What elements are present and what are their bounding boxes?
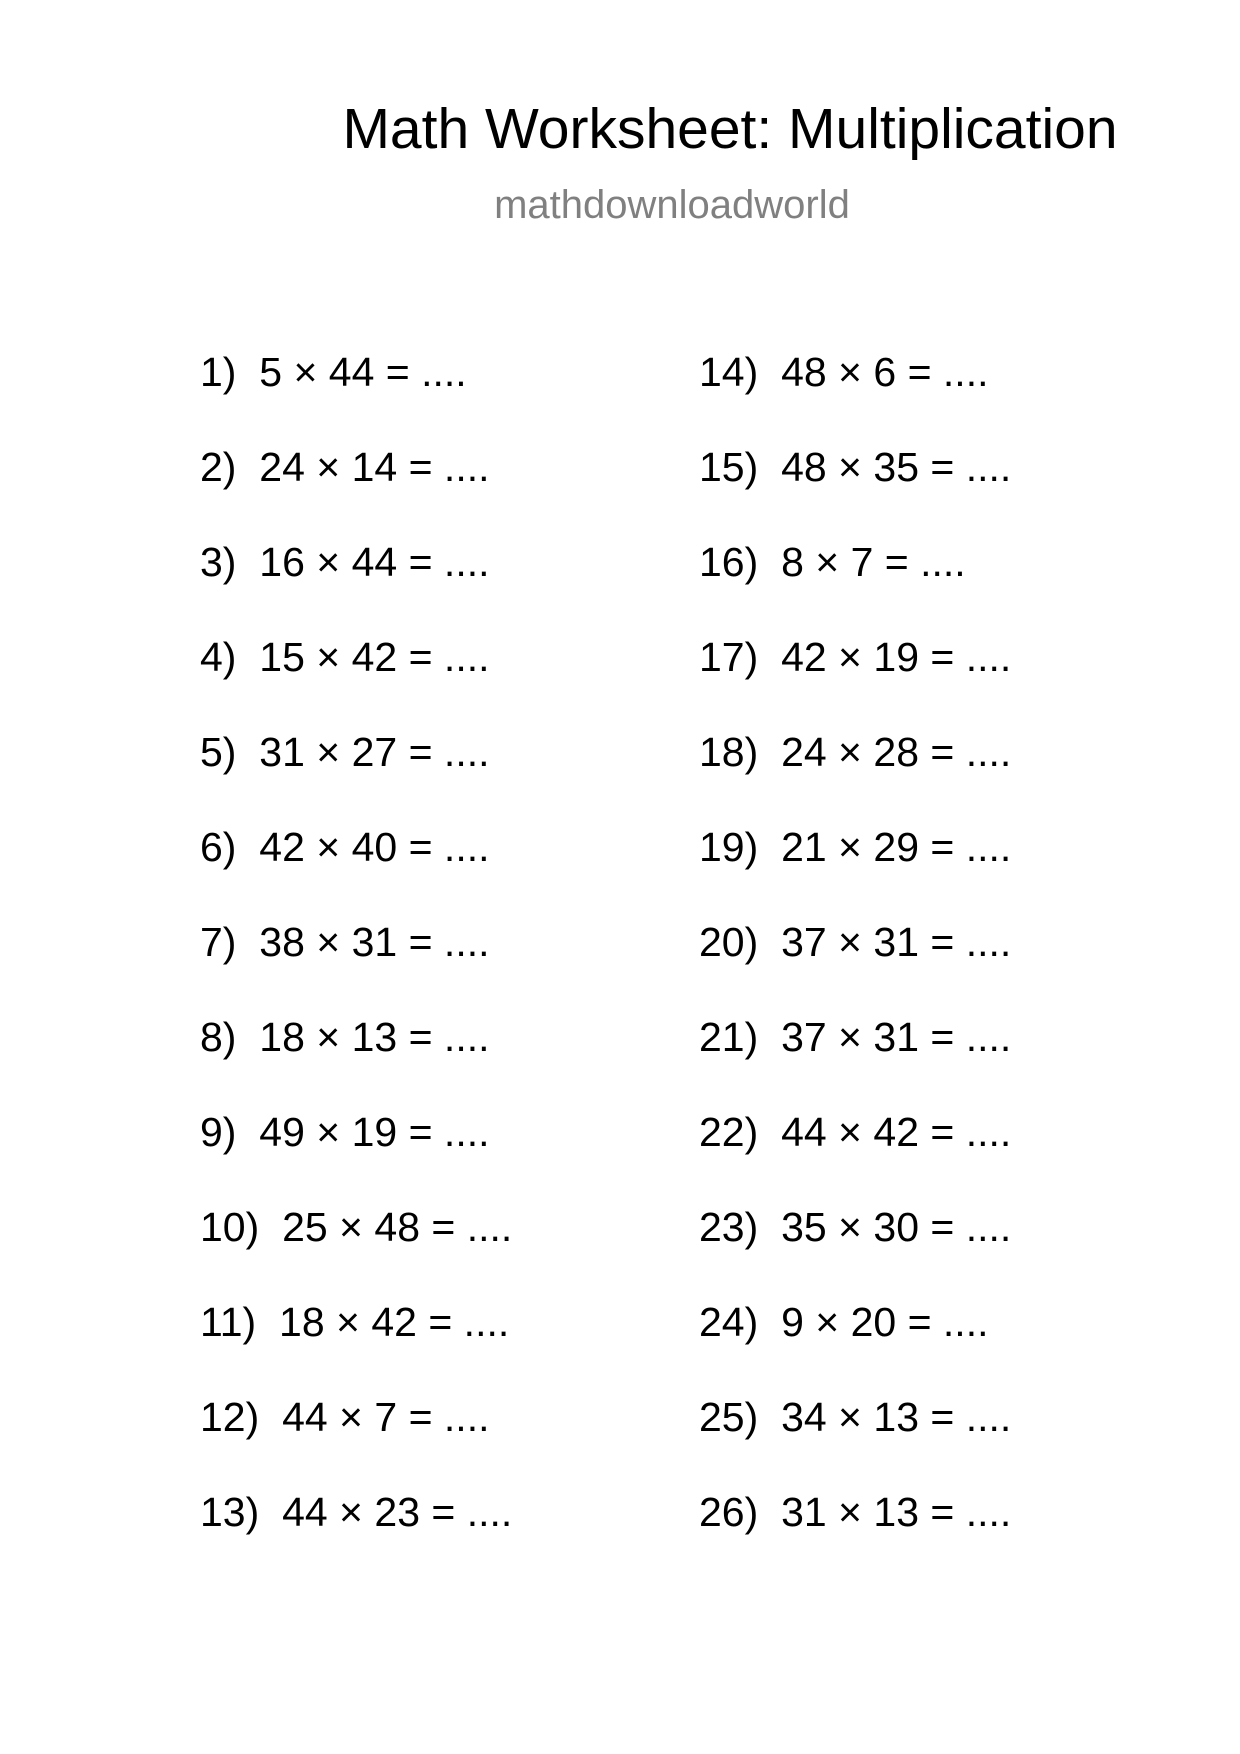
problem-item bbox=[200, 1393, 512, 1488]
problem-number: 9) bbox=[200, 1109, 237, 1155]
problem-expression: 31 × 27 = .... bbox=[259, 729, 490, 775]
problem-expression: 16 × 44 = .... bbox=[259, 539, 490, 585]
problem-item bbox=[699, 1013, 1011, 1108]
problem-item bbox=[200, 1108, 512, 1203]
problem-expression: 18 × 13 = .... bbox=[259, 1014, 490, 1060]
problem-item bbox=[699, 633, 1011, 728]
problem-expression: 21 × 29 = .... bbox=[781, 824, 1012, 870]
problem-item bbox=[699, 1108, 1011, 1203]
problem-item bbox=[200, 1013, 512, 1108]
problem-number: 8) bbox=[200, 1014, 237, 1060]
problem-expression: 42 × 19 = .... bbox=[781, 634, 1012, 680]
problem-expression: 44 × 23 = .... bbox=[282, 1489, 513, 1535]
problem-item bbox=[699, 1393, 1011, 1488]
problem-item bbox=[699, 1298, 1011, 1393]
problem-number: 12) bbox=[200, 1394, 260, 1440]
problem-expression: 15 × 42 = .... bbox=[259, 634, 490, 680]
problem-item bbox=[200, 728, 512, 823]
problem-number: 3) bbox=[200, 539, 237, 585]
problem-number: 5) bbox=[200, 729, 237, 775]
problem-expression: 24 × 14 = .... bbox=[259, 444, 490, 490]
worksheet-subtitle: mathdownloadworld bbox=[494, 183, 850, 227]
problem-item bbox=[200, 633, 512, 728]
problem-item bbox=[699, 443, 1011, 538]
problem-number: 10) bbox=[200, 1204, 260, 1250]
problem-item bbox=[699, 1203, 1011, 1298]
problem-number: 25) bbox=[699, 1394, 759, 1440]
problem-number: 23) bbox=[699, 1204, 759, 1250]
problem-expression: 42 × 40 = .... bbox=[259, 824, 490, 870]
problem-expression: 34 × 13 = .... bbox=[781, 1394, 1012, 1440]
problem-item bbox=[699, 823, 1011, 918]
problem-number: 20) bbox=[699, 919, 759, 965]
problem-expression: 37 × 31 = .... bbox=[781, 919, 1012, 965]
problem-expression: 44 × 42 = .... bbox=[781, 1109, 1012, 1155]
problem-expression: 9 × 20 = .... bbox=[781, 1299, 989, 1345]
problem-number: 22) bbox=[699, 1109, 759, 1155]
problem-number: 11) bbox=[200, 1299, 257, 1345]
problem-number: 18) bbox=[699, 729, 759, 775]
problem-item bbox=[200, 348, 512, 443]
problem-number: 15) bbox=[699, 444, 759, 490]
problem-number: 4) bbox=[200, 634, 237, 680]
problem-expression: 37 × 31 = .... bbox=[781, 1014, 1012, 1060]
problem-number: 2) bbox=[200, 444, 237, 490]
problem-number: 14) bbox=[699, 349, 759, 395]
problem-item bbox=[200, 1298, 512, 1393]
problem-expression: 38 × 31 = .... bbox=[259, 919, 490, 965]
problem-item bbox=[699, 348, 1011, 443]
problems-right-column bbox=[699, 348, 1011, 1583]
problem-number: 19) bbox=[699, 824, 759, 870]
problem-item bbox=[699, 538, 1011, 633]
problem-expression: 49 × 19 = .... bbox=[259, 1109, 490, 1155]
problem-expression: 35 × 30 = .... bbox=[781, 1204, 1012, 1250]
problem-expression: 24 × 28 = .... bbox=[781, 729, 1012, 775]
problem-item bbox=[200, 823, 512, 918]
problem-expression: 44 × 7 = .... bbox=[282, 1394, 490, 1440]
problems-left-column bbox=[200, 348, 512, 1583]
problem-item bbox=[699, 918, 1011, 1013]
problem-number: 26) bbox=[699, 1489, 759, 1535]
problem-expression: 5 × 44 = .... bbox=[259, 349, 467, 395]
problem-item bbox=[200, 918, 512, 1013]
problem-number: 21) bbox=[699, 1014, 759, 1060]
problem-item bbox=[200, 1488, 512, 1583]
problem-expression: 8 × 7 = .... bbox=[781, 539, 966, 585]
problem-number: 7) bbox=[200, 919, 237, 965]
problem-expression: 25 × 48 = .... bbox=[282, 1204, 513, 1250]
problem-expression: 18 × 42 = .... bbox=[279, 1299, 510, 1345]
problem-item bbox=[200, 1203, 512, 1298]
problem-number: 24) bbox=[699, 1299, 759, 1345]
problem-item bbox=[699, 1488, 1011, 1583]
worksheet-title: Math Worksheet: Multiplication bbox=[342, 97, 1118, 161]
problem-item bbox=[699, 728, 1011, 823]
problem-number: 16) bbox=[699, 539, 759, 585]
problem-number: 6) bbox=[200, 824, 237, 870]
problem-number: 17) bbox=[699, 634, 759, 680]
problem-expression: 31 × 13 = .... bbox=[781, 1489, 1012, 1535]
problem-expression: 48 × 6 = .... bbox=[781, 349, 989, 395]
problem-number: 1) bbox=[200, 349, 237, 395]
problem-expression: 48 × 35 = .... bbox=[781, 444, 1012, 490]
problem-item bbox=[200, 538, 512, 633]
problem-item bbox=[200, 443, 512, 538]
problem-number: 13) bbox=[200, 1489, 260, 1535]
